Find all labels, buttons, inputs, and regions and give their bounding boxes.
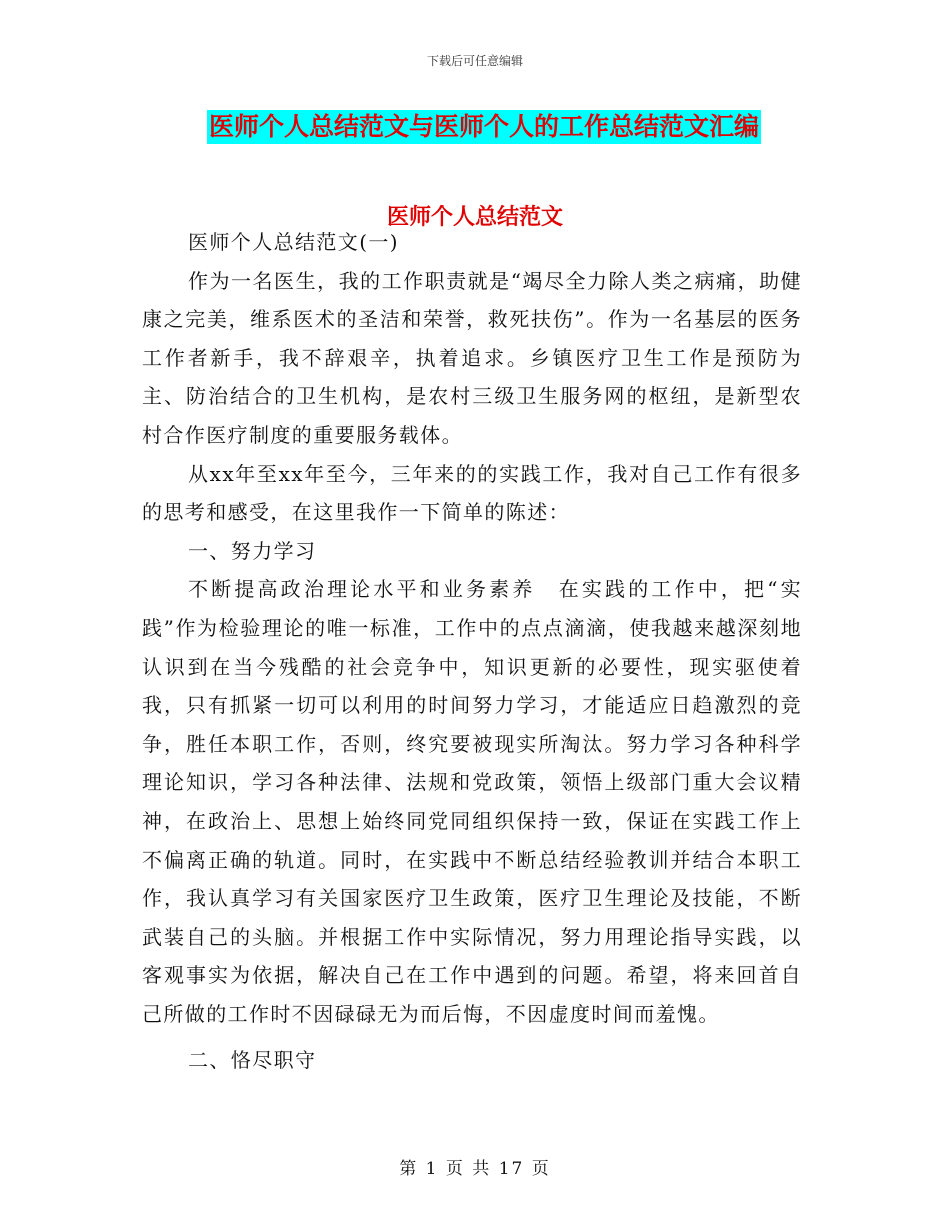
heading-study: 一、努力学习 <box>188 538 317 563</box>
document-title: 医师个人总结范文与医师个人的工作总结范文汇编 <box>207 110 761 144</box>
paragraph-study: 不断提高政治理论水平和业务素养 在实践的工作中，把“实践”作为检验理论的唯一标准，工作中的点点滴滴，使我越来越深刻地认识到在当今残酷的社会竞争中，知识更新的必要性，现实驱使着我，只有抓紧一切可以利用的时间努力学习，才能适应日趋激烈的竞争，胜任本职工作，否则，终究要被现实所淘汰。努力学习各种科学理论知识，学习各种法律、法规和党政策，领悟上级部门重大会议精神，在政治上、思想上始终同党同组织保持一致，保证在实践工作上不偏离正确的轨道。同时，在实践中不断总结经验教训并结合本职工作，我认真学习有关国家医疗卫生政策，医疗卫生理论及技能，不断武装自己的头脑。并根据工作中实际情况，努力用理论指导实践，以客观事实为依据，解决自己在工作中遇到的问题。希望，将来回首自己所做的工作时不因碌碌无为而后悔，不因虚度时间而羞愧。 <box>142 577 802 1026</box>
heading-duty: 二、恪尽职守 <box>188 1048 317 1073</box>
page-header-note: 下载后可任意编辑 <box>426 54 523 68</box>
paragraph-intro: 作为一名医生，我的工作职责就是“竭尽全力除人类之病痛，助健康之完美，维系医术的圣洁和荣誉，救死扶伤”。作为一名基层的医务工作者新手，我不辞艰辛，执着追求。乡镇医疗卫生工作是预防为主、防治结合的卫生机构，是农村三级卫生服务网的枢纽，是新型农村合作医疗制度的重要服务载体。 <box>142 268 802 447</box>
section-title: 医师个人总结范文 <box>386 204 563 230</box>
paragraph-overview: 从xx年至xx年至今，三年来的的实践工作，我对自己工作有很多的思考和感受，在这里我作一下简单的陈述： <box>142 461 802 525</box>
page-footer: 第 1 页 共 17 页 <box>399 1159 551 1179</box>
paragraph-subtitle: 医师个人总结范文(一) <box>188 230 400 254</box>
body-text <box>142 220 802 1080</box>
